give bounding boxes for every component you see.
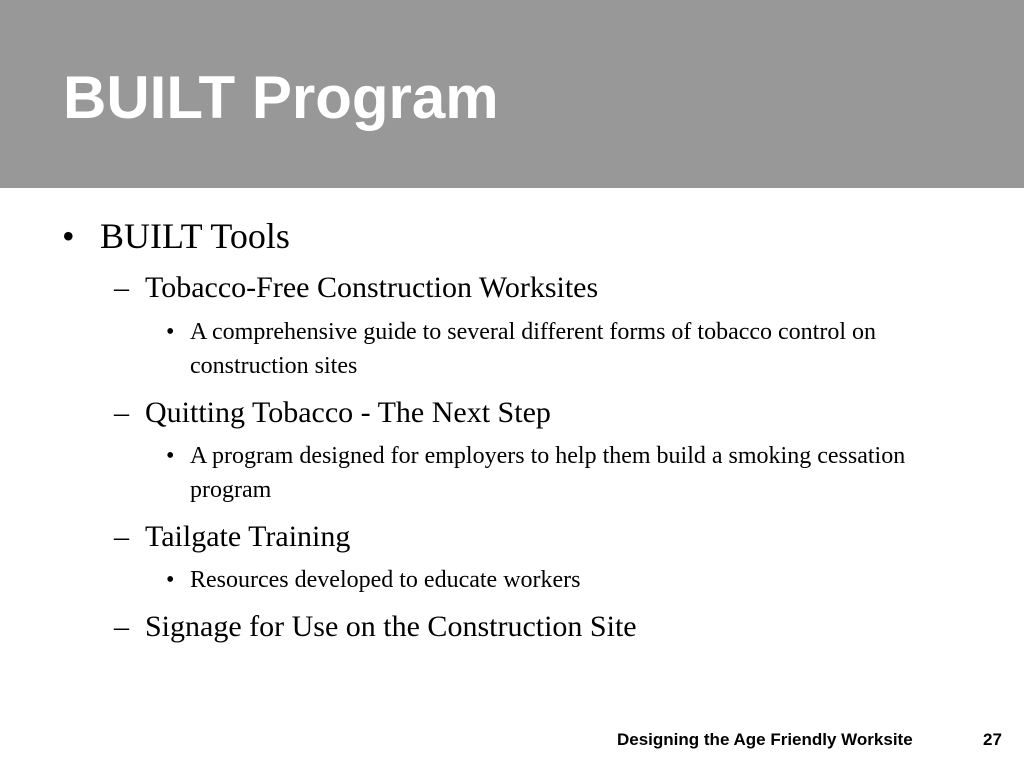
dash-marker: – <box>114 271 129 304</box>
bullet-text: BUILT Tools <box>100 216 290 256</box>
detail-bullet-resources <box>166 563 950 597</box>
detail-bullet-text: A program designed for employers to help them build a smoking cessation program <box>190 443 906 503</box>
bullet-marker: • <box>166 567 175 593</box>
sub-bullet-text: Tailgate Training <box>145 520 351 553</box>
bullet-built-tools <box>62 214 290 258</box>
bullet-marker: • <box>62 216 75 256</box>
bullet-marker: • <box>166 319 175 345</box>
sub-bullet-text: Tobacco-Free Construction Worksites <box>145 271 599 304</box>
dash-marker: – <box>114 520 129 553</box>
footer-title: Designing the Age Friendly Worksite <box>617 730 913 749</box>
detail-bullet-program <box>166 439 950 507</box>
dash-marker: – <box>114 396 129 429</box>
dash-marker: – <box>114 610 129 643</box>
page-number: 27 <box>983 730 1002 749</box>
detail-bullet-text: A comprehensive guide to several different forms of tobacco control on construction sites <box>190 319 877 379</box>
sub-bullet-quitting-tobacco <box>114 395 551 431</box>
sub-bullet-text: Signage for Use on the Construction Site <box>145 610 637 643</box>
sub-bullet-tailgate-training <box>114 519 351 555</box>
sub-bullet-signage <box>114 609 637 645</box>
sub-bullet-text: Quitting Tobacco - The Next Step <box>145 396 551 429</box>
bullet-marker: • <box>166 443 175 469</box>
slide-title: BUILT Program <box>63 64 499 131</box>
detail-bullet-text: Resources developed to educate workers <box>190 567 581 593</box>
sub-bullet-tobacco-free <box>114 270 599 306</box>
detail-bullet-guide <box>166 315 950 383</box>
